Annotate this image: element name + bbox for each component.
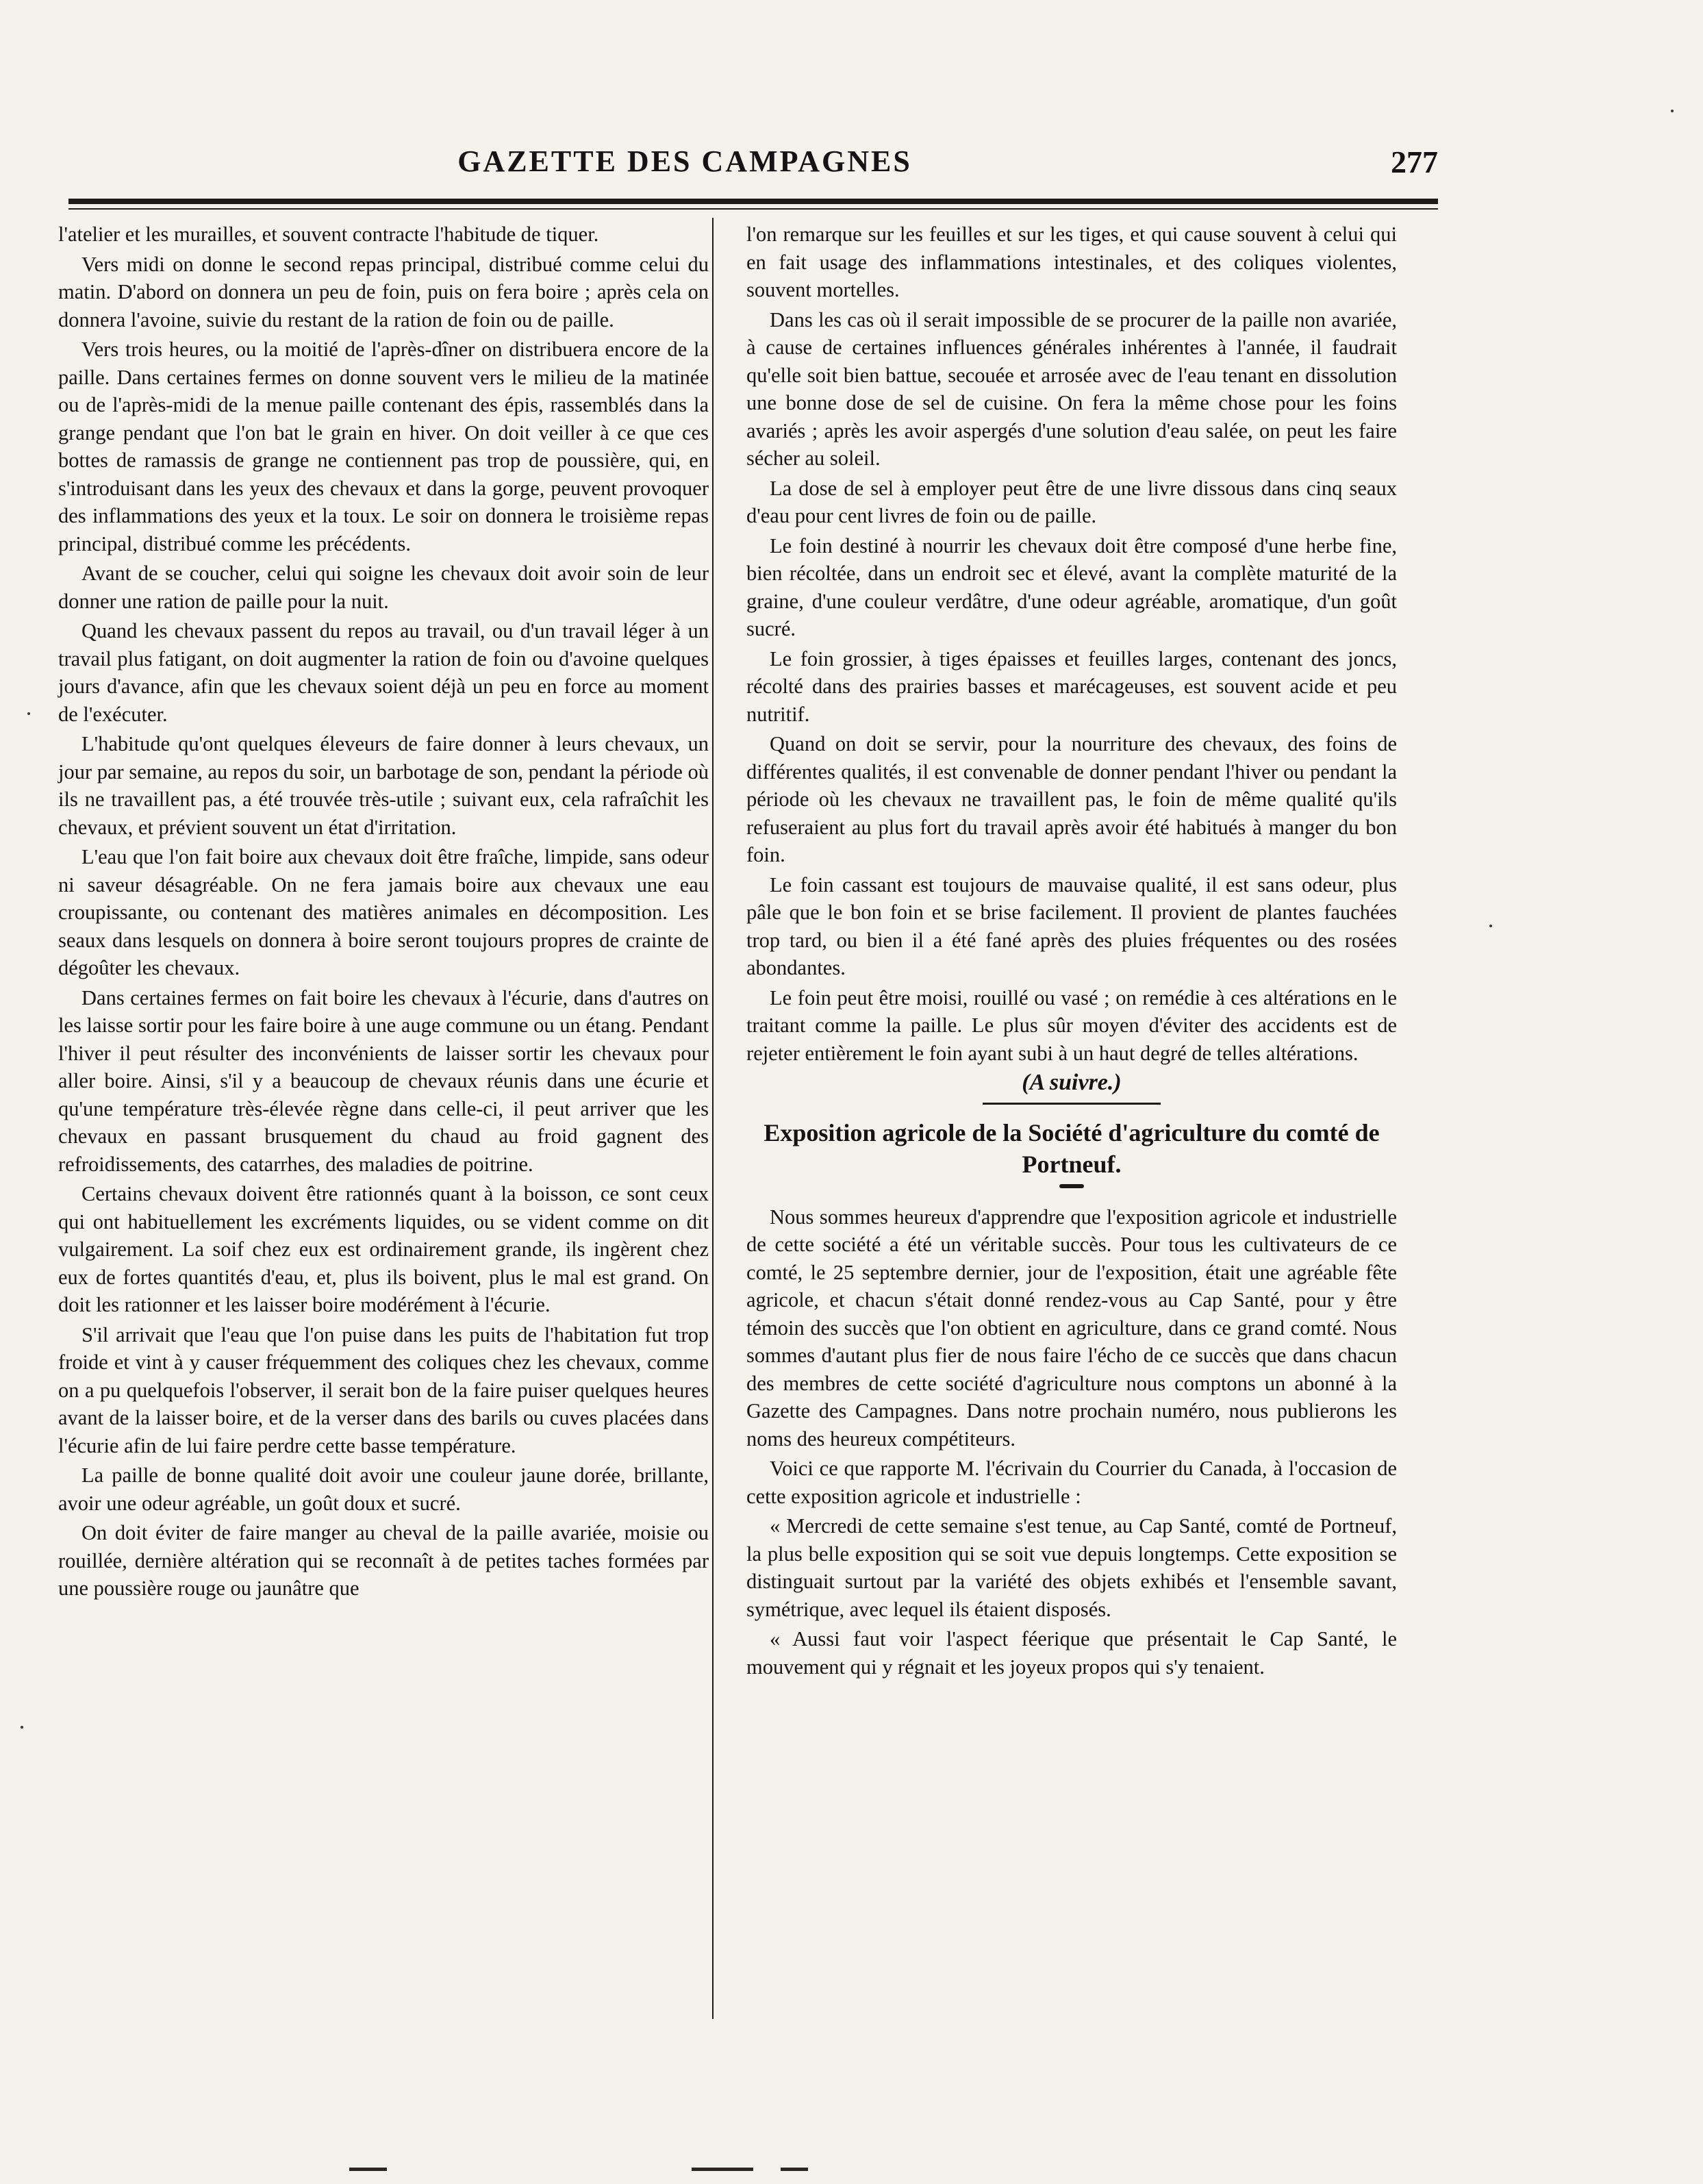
paragraph: L'habitude qu'ont quelques éleveurs de faire donner à leurs chevaux, un jour par semaine, au repos du soir, un barbotage de son, pendant la période où ils ne travaillent pas, a été trouvée très-utile ; suivant eux, cela rafraîchit les chevaux, et prévient souvent un état d'irritation. bbox=[58, 732, 709, 839]
paragraph: L'eau que l'on fait boire aux chevaux doit être fraîche, limpide, sans odeur ni saveur désagréable. On ne fera jamais boire aux chevaux une eau croupissante, ou contenant des matières animales en décomposition. Les seaux dans lesquels on donnera à boire seront toujours propres de crainte de dégoûter les chevaux. bbox=[58, 845, 709, 979]
page-number: 277 bbox=[1391, 145, 1438, 179]
paragraph: « Mercredi de cette semaine s'est tenue, au Cap Santé, comté de Portneuf, la plus belle exposition qui se soit vue depuis longtemps. Cette exposition se distinguait surtout par la variété des objets exhibés et l'ensemble savant, symétrique, avec lequel ils étaient disposés. bbox=[746, 1514, 1397, 1621]
paragraph: Dans les cas où il serait impossible de se procurer de la paille non avariée, à cause de certaines influences générales inhérentes à l'année, il faudrait qu'elle soit bien battue, secouée et arrosée avec de l'eau tenant en dissolution une bonne dose de sel de cuisine. On fera la même chose pour les foins avariés ; après les avoir aspergés d'une solution d'eau salée, on peut les faire sécher au soleil. bbox=[746, 307, 1397, 470]
paragraph: Le foin peut être moisi, rouillé ou vasé ; on remédie à ces altérations en le traitant comme la paille. Le plus sûr moyen d'éviter des accidents est de rejeter entièrement le foin ayant subi à un haut degré de telles altérations. bbox=[746, 986, 1397, 1065]
paragraph: Quand on doit se servir, pour la nourriture des chevaux, des foins de différentes qualités, il est convenable de donner pendant l'hiver ou pendant la période où les chevaux ne travaillent pas, le foin de même qualité qu'ils refuseraient au plus fort du travail après avoir été habitués à manger du bon foin. bbox=[746, 732, 1397, 866]
print-speck bbox=[1671, 110, 1674, 112]
newspaper-title: GAZETTE DES CAMPAGNES bbox=[457, 145, 912, 178]
paragraph: Dans certaines fermes on fait boire les chevaux à l'écurie, dans d'autres on les laisse sortir pour les faire boire à une auge commune ou un étang. Pendant l'hiver il peut résulter des inconvénients de laisser sortir les chevaux pour aller boire. Ainsi, s'il y a beaucoup de chevaux réunis dans une écurie et qu'une température très-élevée règne dans celle-ci, il peut arriver que les chevaux en passant brusquement du chaud au froid gagnent des refroidissements, des catarrhes, des maladies de poitrine. bbox=[58, 986, 709, 1176]
paragraph: La paille de bonne qualité doit avoir une couleur jaune dorée, brillante, avoir une odeur agréable, un goût doux et sucré. bbox=[58, 1464, 709, 1515]
paragraph: Voici ce que rapporte M. l'écrivain du Courrier du Canada, à l'occasion de cette exposition agricole et industrielle : bbox=[746, 1457, 1397, 1508]
paragraph: Quand les chevaux passent du repos au travail, ou d'un travail léger à un travail plus fatigant, on doit augmenter la ration de foin ou d'avoine quelques jours d'avance, afin que les chevaux soient déjà un peu en force au moment de l'exécuter. bbox=[58, 619, 709, 726]
paragraph: Vers midi on donne le second repas principal, distribué comme celui du matin. D'abord on donnera un peu de foin, puis on fera boire ; après cela on donnera l'avoine, suivie du restant de la ration de foin ou de paille. bbox=[58, 252, 709, 331]
section-separator-rule bbox=[983, 1103, 1161, 1105]
header-rule-thick bbox=[68, 199, 1438, 204]
print-speck bbox=[1489, 925, 1492, 927]
paragraph: Nous sommes heureux d'apprendre que l'exposition agricole et industrielle de cette société a été un véritable succès. Pour tous les cultivateurs de ce comté, le 25 septembre dernier, jour de l'exposition, était une agréable fête agricole, et chacun s'était donné rendez-vous au Cap Santé, pour y être témoin des succès que l'on obtient en agriculture, dans ce grand comté. Nous sommes d'autant plus fier de nous faire l'écho de ce succès que dans chacun des membres de cette société d'agriculture nous comptons un abonné à la Gazette des Campagnes. Dans notre prochain numéro, nous publierons les noms des heureux compétiteurs. bbox=[746, 1205, 1397, 1451]
paragraph: Avant de se coucher, celui qui soigne les chevaux doit avoir soin de leur donner une ration de paille pour la nuit. bbox=[58, 562, 709, 613]
print-speck bbox=[27, 712, 30, 715]
right-column bbox=[746, 221, 1397, 1683]
paragraph: l'on remarque sur les feuilles et sur les tiges, et qui cause souvent à celui qui en fait usage des inflammations intestinales, et des coliques violentes, souvent mortelles. bbox=[746, 223, 1397, 301]
left-column bbox=[58, 221, 709, 1605]
header-rule-thin bbox=[68, 208, 1438, 210]
paragraph: Certains chevaux doivent être rationnés quant à la boisson, ce sont ceux qui ont habituellement les excréments liquides, ou se vident comme on dit vulgairement. La soif chez eux est ordinairement grande, ils ingèrent chez eux de fortes quantités d'eau, et, plus ils boivent, plus le mal est grand. On doit les rationner et les laisser boire modérément à l'écurie. bbox=[58, 1182, 709, 1316]
paragraph: l'atelier et les murailles, et souvent contracte l'habitude de tiquer. bbox=[58, 223, 599, 246]
column-divider bbox=[712, 218, 714, 2019]
paragraph: Le foin cassant est toujours de mauvaise qualité, il est sans odeur, plus pâle que le bon foin et se brise facilement. Il provient de plantes fauchées trop tard, ou bien il a été fané après des pluies fréquentes ou des rosées abondantes. bbox=[746, 873, 1397, 979]
paragraph: Vers trois heures, ou la moitié de l'après-dîner on distribuera encore de la paille. Dans certaines fermes on donne souvent vers le milieu de la matinée ou de l'après-midi de la menue paille contenant des épis, rassemblés dans la grange pendant que l'on bat le grain en hiver. On doit veiller à ce que ces bottes de ramassis de grange ne contiennent pas trop de poussière, qui, en s'introduisant dans les yeux des chevaux et dans la gorge, peuvent provoquer des inflammations des yeux et la toux. Le soir on donnera le troisième repas principal, distribué comme les précédents. bbox=[58, 338, 709, 555]
print-mark bbox=[349, 2168, 387, 2171]
paragraph: Le foin grossier, à tiges épaisses et feuilles larges, contenant des joncs, récolté dans des prairies basses et marécageuses, est souvent acide et peu nutritif. bbox=[746, 647, 1397, 726]
article-title: Exposition agricole de la Société d'agriculture du comté de Portneuf. bbox=[764, 1118, 1380, 1178]
paragraph: Le foin destiné à nourrir les chevaux doit être composé d'une herbe fine, bien récoltée, dans un endroit sec et élevé, avant la complète maturité de la graine, d'une couleur verdâtre, d'une odeur agréable, aromatique, d'un goût sucré. bbox=[746, 534, 1397, 640]
print-speck bbox=[21, 1726, 23, 1729]
to-be-continued: (A suivre.) bbox=[1022, 1070, 1122, 1095]
paragraph: On doit éviter de faire manger au cheval de la paille avariée, moisie ou rouillée, dernière altération qui se reconnaît à de petites taches formées par une poussière rouge ou jaunâtre que bbox=[58, 1521, 709, 1600]
print-mark bbox=[692, 2168, 753, 2171]
page-header bbox=[68, 144, 1438, 192]
paragraph: S'il arrivait que l'eau que l'on puise dans les puits de l'habitation fut trop froide et vint à y causer fréquemment des coliques chez les chevaux, comme on a pu quelquefois l'observer, il serait bon de la faire puiser quelques heures avant de la laisser boire, et de la verser dans des barils ou cuves placées dans l'écurie afin de lui faire perdre cette basse température. bbox=[58, 1322, 709, 1457]
print-mark bbox=[781, 2168, 808, 2171]
paragraph: « Aussi faut voir l'aspect féerique que présentait le Cap Santé, le mouvement qui y régnait et les joyeux propos qui s'y tenaient. bbox=[746, 1627, 1397, 1679]
paragraph: La dose de sel à employer peut être de une livre dissous dans cinq seaux d'eau pour cent livres de foin ou de paille. bbox=[746, 476, 1397, 527]
title-ornament bbox=[1059, 1184, 1084, 1188]
